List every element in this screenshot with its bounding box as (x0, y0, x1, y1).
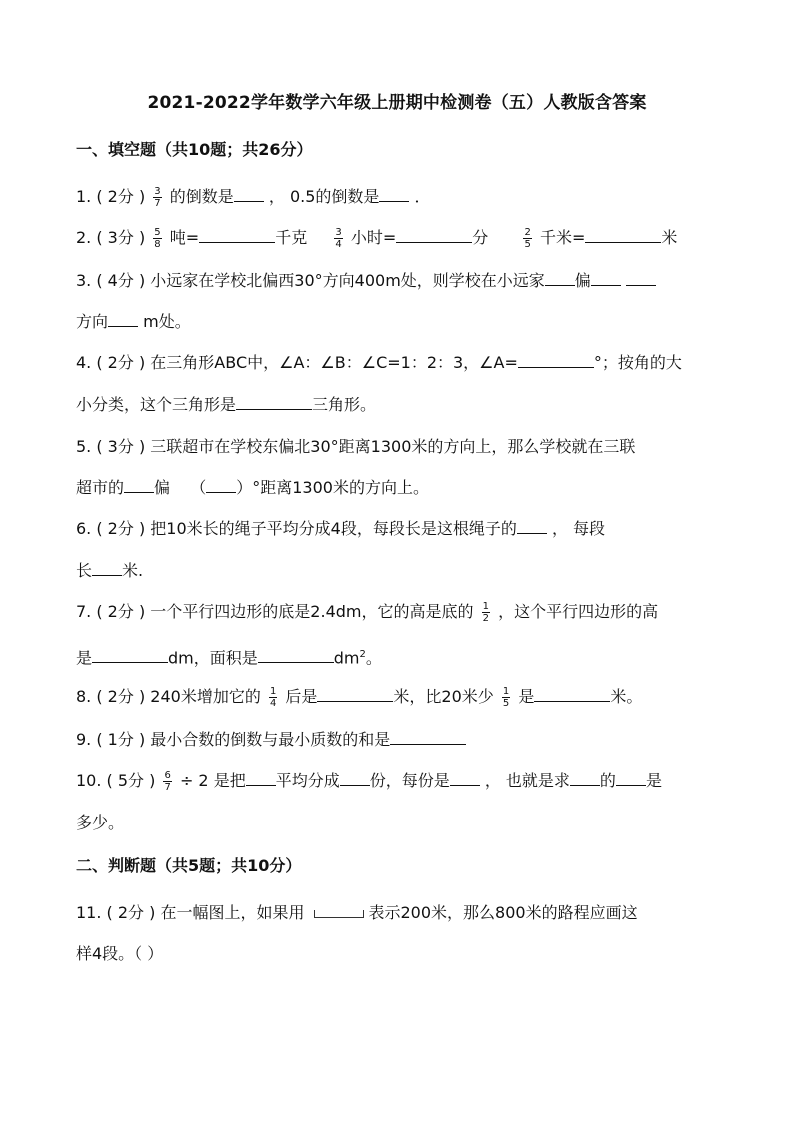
question-number: 10. ( 5分 ) (76, 771, 156, 790)
question-2: 2. ( 3分 ) $\frac{5}{8}$ 吨= 千克 $\frac{3}{4}$ 小时= 分 $\frac{2}{5}$ 千米= 米 (76, 227, 678, 250)
answer-parentheses[interactable]: 样4段。（ ） (76, 944, 164, 963)
answer-blank[interactable] (545, 271, 575, 286)
question-7-cont: 是 dm，面积是 $dm^2$。 (76, 648, 382, 668)
answer-blank[interactable] (92, 648, 168, 663)
answer-blank[interactable] (379, 187, 409, 202)
question-number: 2. ( 3分 ) (76, 228, 146, 247)
question-5: 5. ( 3分 ) 三联超市在学校东偏北30°距离1300米的方向上，那么学校就在三联 (76, 437, 636, 456)
answer-blank[interactable] (585, 228, 661, 243)
question-6: 6. ( 2分 ) 把10米长的绳子平均分成4段，每段长是这根绳子的 ， 每段 (76, 519, 606, 538)
fraction-6-7: $\frac{6}{7}$ (164, 770, 171, 793)
answer-blank[interactable] (92, 561, 122, 576)
answer-blank[interactable] (396, 228, 472, 243)
question-number: 8. ( 2分 ) (76, 687, 146, 706)
answer-blank[interactable] (570, 771, 600, 786)
answer-blank[interactable] (390, 730, 466, 745)
answer-blank[interactable] (206, 478, 236, 493)
question-5-cont: 超市的 偏 （ ）°距离1300米的方向上。 (76, 478, 429, 497)
question-4: 4. ( 2分 ) 在三角形ABC中，∠A：∠B：∠C=1：2：3，∠A= °；按角的大 (76, 353, 682, 372)
answer-blank[interactable] (199, 228, 275, 243)
question-3: 3. ( 4分 ) 小远家在学校北偏西30°方向400m处，则学校在小远家 偏 (76, 270, 726, 292)
question-number: 4. ( 2分 ) (76, 353, 146, 372)
question-number: 1. ( 2分 ) (76, 187, 146, 206)
fraction-3-7: $\frac{3}{7}$ (154, 186, 161, 209)
answer-blank[interactable] (317, 687, 393, 702)
answer-blank[interactable] (591, 271, 621, 286)
question-1: 1. ( 2分 ) $\frac{3}{7}$ 的倒数是 ， 0.5的倒数是 ． (76, 186, 431, 209)
question-number: 6. ( 2分 ) (76, 519, 146, 538)
fraction-1-4: $\frac{1}{4}$ (269, 686, 277, 709)
question-10: 10. ( 5分 ) $\frac{6}{7}$ ÷ 2 是把 平均分成 份，每份是 ， 也就是求 的 是 (76, 770, 662, 793)
question-number: 11. ( 2分 ) (76, 903, 156, 922)
answer-blank[interactable] (518, 353, 594, 368)
section-fill-in-blank: 一、填空题（共10题；共26分） (76, 140, 313, 159)
question-3-cont: 方向 m处。 (76, 312, 191, 331)
question-6-cont: 长 米. (76, 561, 144, 580)
question-7: 7. ( 2分 ) 一个平行四边形的底是2.4dm，它的高是底的 $\frac{1}{2}$ ，这个平行四边形的高 (76, 601, 659, 624)
question-11: 11. ( 2分 ) 在一幅图上，如果用 表示200米，那么800米的路程应画这 (76, 903, 638, 922)
fraction-1-5: $\frac{1}{5}$ (502, 686, 510, 709)
answer-blank[interactable] (534, 687, 610, 702)
answer-blank[interactable] (517, 519, 547, 534)
answer-blank[interactable] (616, 771, 646, 786)
answer-blank[interactable] (450, 771, 480, 786)
answer-blank[interactable] (340, 771, 370, 786)
question-9: 9. ( 1分 ) 最小合数的倒数与最小质数的和是 (76, 729, 726, 751)
question-number: 3. ( 4分 ) (76, 271, 146, 290)
question-number: 5. ( 3分 ) (76, 437, 146, 456)
question-11-cont (76, 943, 726, 965)
answer-blank[interactable] (234, 187, 264, 202)
answer-blank[interactable] (258, 648, 334, 663)
answer-blank[interactable] (124, 478, 154, 493)
fraction-3-4: $\frac{3}{4}$ (335, 227, 342, 250)
scale-bar-icon (314, 910, 364, 918)
answer-blank[interactable] (236, 395, 312, 410)
page-title: 2021-2022学年数学六年级上册期中检测卷（五）人教版含答案 (147, 93, 647, 113)
answer-blank[interactable] (108, 312, 138, 327)
question-10-cont: 多少。 (76, 813, 125, 832)
question-number: 9. ( 1分 ) (76, 730, 146, 749)
fraction-5-8: $\frac{5}{8}$ (154, 227, 161, 250)
answer-blank[interactable] (246, 771, 276, 786)
question-4-cont: 小分类，这个三角形是 三角形。 (76, 395, 377, 414)
question-8: 8. ( 2分 ) 240米增加它的 $\frac{1}{4}$ 后是 米，比20米少 $\frac{1}{5}$ 是 米。 (76, 686, 643, 709)
fraction-2-5: $\frac{2}{5}$ (524, 227, 531, 250)
question-number: 7. ( 2分 ) (76, 602, 146, 621)
fraction-1-2: $\frac{1}{2}$ (482, 601, 489, 624)
answer-blank[interactable] (626, 271, 656, 286)
section-true-false: 二、判断题（共5题；共10分） (76, 856, 302, 875)
